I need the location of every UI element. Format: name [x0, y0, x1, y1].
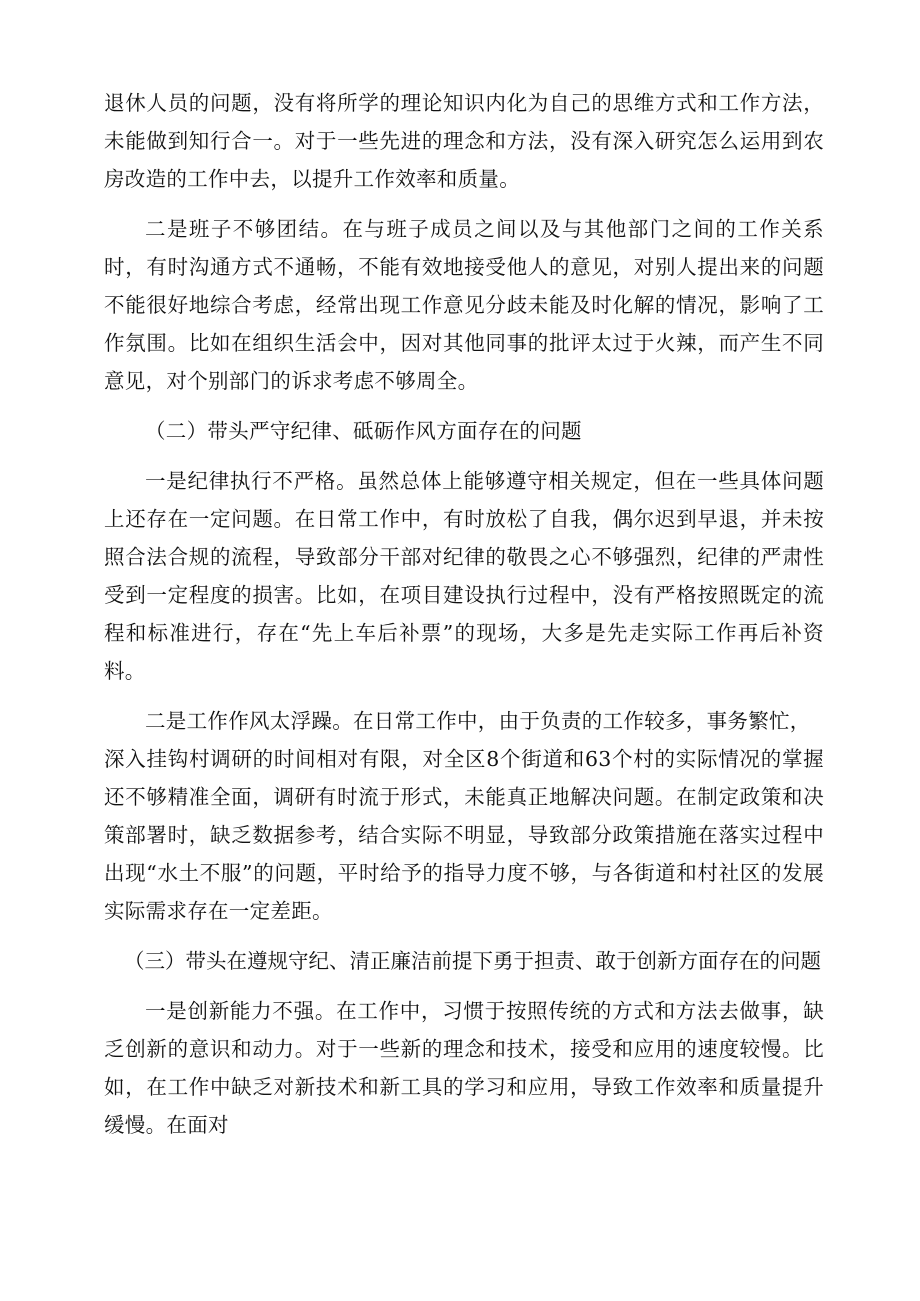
paragraph-work-style-cont: 深入挂钩村调研的时间相对有限，对全区8个街道和63个村的实际情况的掌握还不够精准全面，调研有时流于形式，未能真正地解决问题。在制定政策和决策部署时，缺乏数据参考，结合实际不明显，导致部分政策措施在落实过程中出现“水土不服”的问题，平时给予的指导力度不够，与各街道和村社区的发展实际需求存在一定差距。 — [104, 747, 824, 923]
paragraph-discipline: 一是纪律执行不严格。虽然总体上能够遵守相关规定，但在一些具体问题上还存在一定问题。在日常工作中，有时放松了自我，偶尔迟到早退，并未按照合法合规的流程，导致部分干部对纪律的敬畏之心不够强烈，纪律的严肃性受到一定程度的损害。比如，在项目建设执行过程中，没有严格按照既定的流程和标准进行，存在“先上车后补票”的现场，大多是先走实际工作再后补资料。 — [104, 469, 824, 683]
section-heading-2: （二）带头严守纪律、砥砺作风方面存在的问题 — [145, 419, 582, 443]
paragraph-work-style: 二是工作作风太浮躁。在日常工作中，由于负责的工作较多，事务繁忙， — [145, 709, 811, 733]
section-heading-3: （三）带头在遵规守纪、清正廉洁前提下勇于担责、敢于创新方面存在的问题 — [124, 949, 821, 973]
paragraph-team-unity: 二是班子不够团结。在与班子成员之间以及与其他部门之间的工作关系时，有时沟通方式不通畅，不能有效地接受他人的意见，对别人提出来的问题不能很好地综合考虑，经常出现工作意见分歧未能及时化解的情况，影响了工作氛围。比如在组织生活会中，因对其他同事的批评太过于火辣，而产生不同意见，对个别部门的诉求考虑不够周全。 — [104, 217, 824, 393]
paragraph-continuation: 退休人员的问题，没有将所学的理论知识内化为自己的思维方式和工作方法，未能做到知行合一。对于一些先进的理念和方法，没有深入研究怎么运用到农房改造的工作中去，以提升工作效率和质量。 — [104, 91, 824, 191]
paragraph-innovation: 一是创新能力不强。在工作中，习惯于按照传统的方式和方法去做事，缺乏创新的意识和动力。对于一些新的理念和技术，接受和应用的速度较慢。比如，在工作中缺乏对新技术和新工具的学习和应用，导致工作效率和质量提升缓慢。在面对 — [104, 999, 824, 1137]
document-page — [104, 84, 824, 1156]
